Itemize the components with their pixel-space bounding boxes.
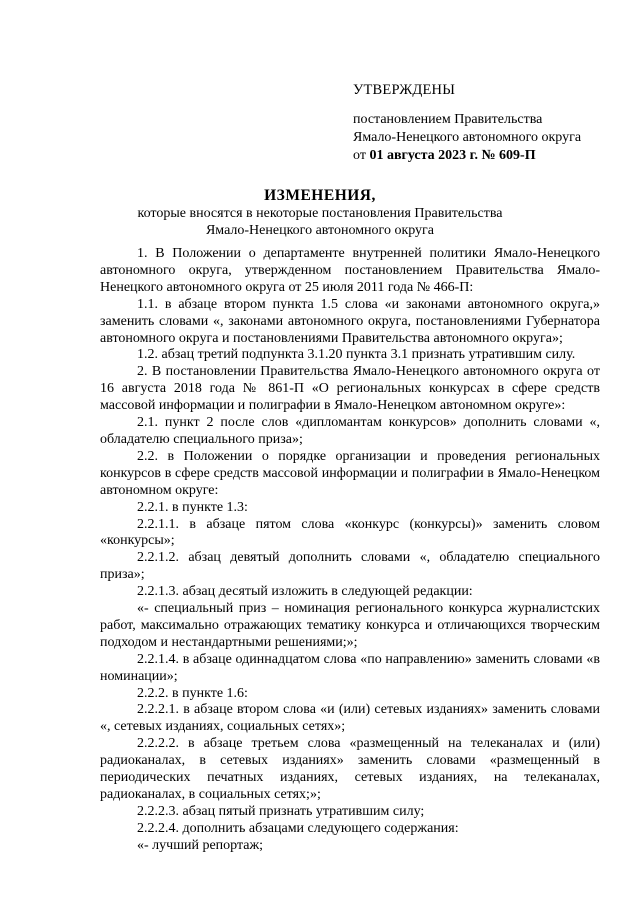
document-body — [100, 246, 600, 855]
approval-title: УТВЕРЖДЕНЫ — [353, 82, 456, 98]
document-subtitle-line-2: Ямало-Ненецкого автономного округа — [205, 223, 435, 238]
paragraph: 1.2. абзац третий подпункта 3.1.20 пункта 3.1 признать утратившим силу. — [137, 347, 576, 363]
approval-line-1: постановлением Правительства — [353, 112, 543, 127]
paragraph: 2.2.1.4. в абзаце одиннадцатом слова «по направлению» заменить словами «в номинации»; — [100, 651, 600, 684]
paragraph: 2.2.2.1. в абзаце втором слова «и (или) сетевых изданиях» заменить словами «, сетевых изданиях, социальных сетях»; — [100, 702, 600, 735]
paragraph: 2.2.1. в пункте 1.3: — [137, 499, 248, 515]
paragraph: 1. В Положении о департаменте внутренней политики Ямало-Ненецкого автономного округа, утвержденном постановлением Правительства Ямало-Ненецкого автономного округа от 25 июля 2011 года № 466-П: — [100, 246, 600, 295]
paragraph: 2.2.2.3. абзац пятый признать утратившим силу; — [137, 803, 425, 819]
approval-stamp-block — [353, 81, 623, 165]
document-heading — [100, 187, 540, 239]
paragraph: 2.2.1.1. в абзаце пятом слова «конкурс (конкурсы)» заменить словом «конкурсы»; — [100, 516, 600, 549]
approval-line-2: Ямало-Ненецкого автономного округа — [353, 130, 582, 145]
paragraph: 2.2.2.4. дополнить абзацами следующего содержания: — [137, 820, 459, 836]
paragraph: 2.2.2. в пункте 1.6: — [137, 685, 248, 701]
document-title: ИЗМЕНЕНИЯ, — [264, 187, 376, 204]
paragraph: 2.2.1.2. абзац девятый дополнить словами «, обладателю специального приза»; — [100, 550, 600, 583]
paragraph: «- лучший репортаж; — [137, 837, 264, 853]
paragraph: 2.2.1.3. абзац десятый изложить в следующей редакции: — [137, 584, 473, 600]
paragraph: «- специальный приз – номинация регионального конкурса журналистских работ, максимально отражающих тематику конкурса и отличающихся творческим подходом и нестандартными решениями;»; — [100, 601, 600, 650]
approval-date-prefix: от — [353, 148, 366, 163]
paragraph: 2.2.2.2. в абзаце третьем слова «размещенный на телеканалах и (или) радиоканалах, в сетевых изданиях» заменить словами «размещенный в периодических печатных изданиях, сетевых изданиях, на телеканалах, радиоканалах, в социальных сетях;»; — [100, 736, 600, 802]
approval-date-line — [353, 147, 623, 165]
paragraph: 2. В постановлении Правительства Ямало-Ненецкого автономного округа от 16 августа 2018 года № 861-П «О региональных конкурсах в сфере средств массовой информации и полиграфии в Ямало-Ненецком автономном округе»: — [100, 364, 600, 414]
paragraph: 2.2. в Положении о порядке организации и проведения региональных конкурсов в сфере средств массовой информации и полиграфии в Ямало-Ненецком автономном округе: — [100, 448, 600, 498]
paragraph: 2.1. пункт 2 после слов «дипломантам конкурсов» дополнить словами «, обладателю специального приза»; — [100, 415, 600, 447]
document-subtitle-line-1: которые вносятся в некоторые постановления Правительства — [137, 206, 503, 221]
approval-date-number: 01 августа 2023 г. № 609-П — [369, 148, 536, 163]
paragraph: 1.1. в абзаце втором пункта 1.5 слова «и законами автономного округа,» заменить словами «, законами автономного округа, постановлениями Губернатора автономного округа и постановлениями Правительства автономного округа»; — [100, 296, 600, 346]
